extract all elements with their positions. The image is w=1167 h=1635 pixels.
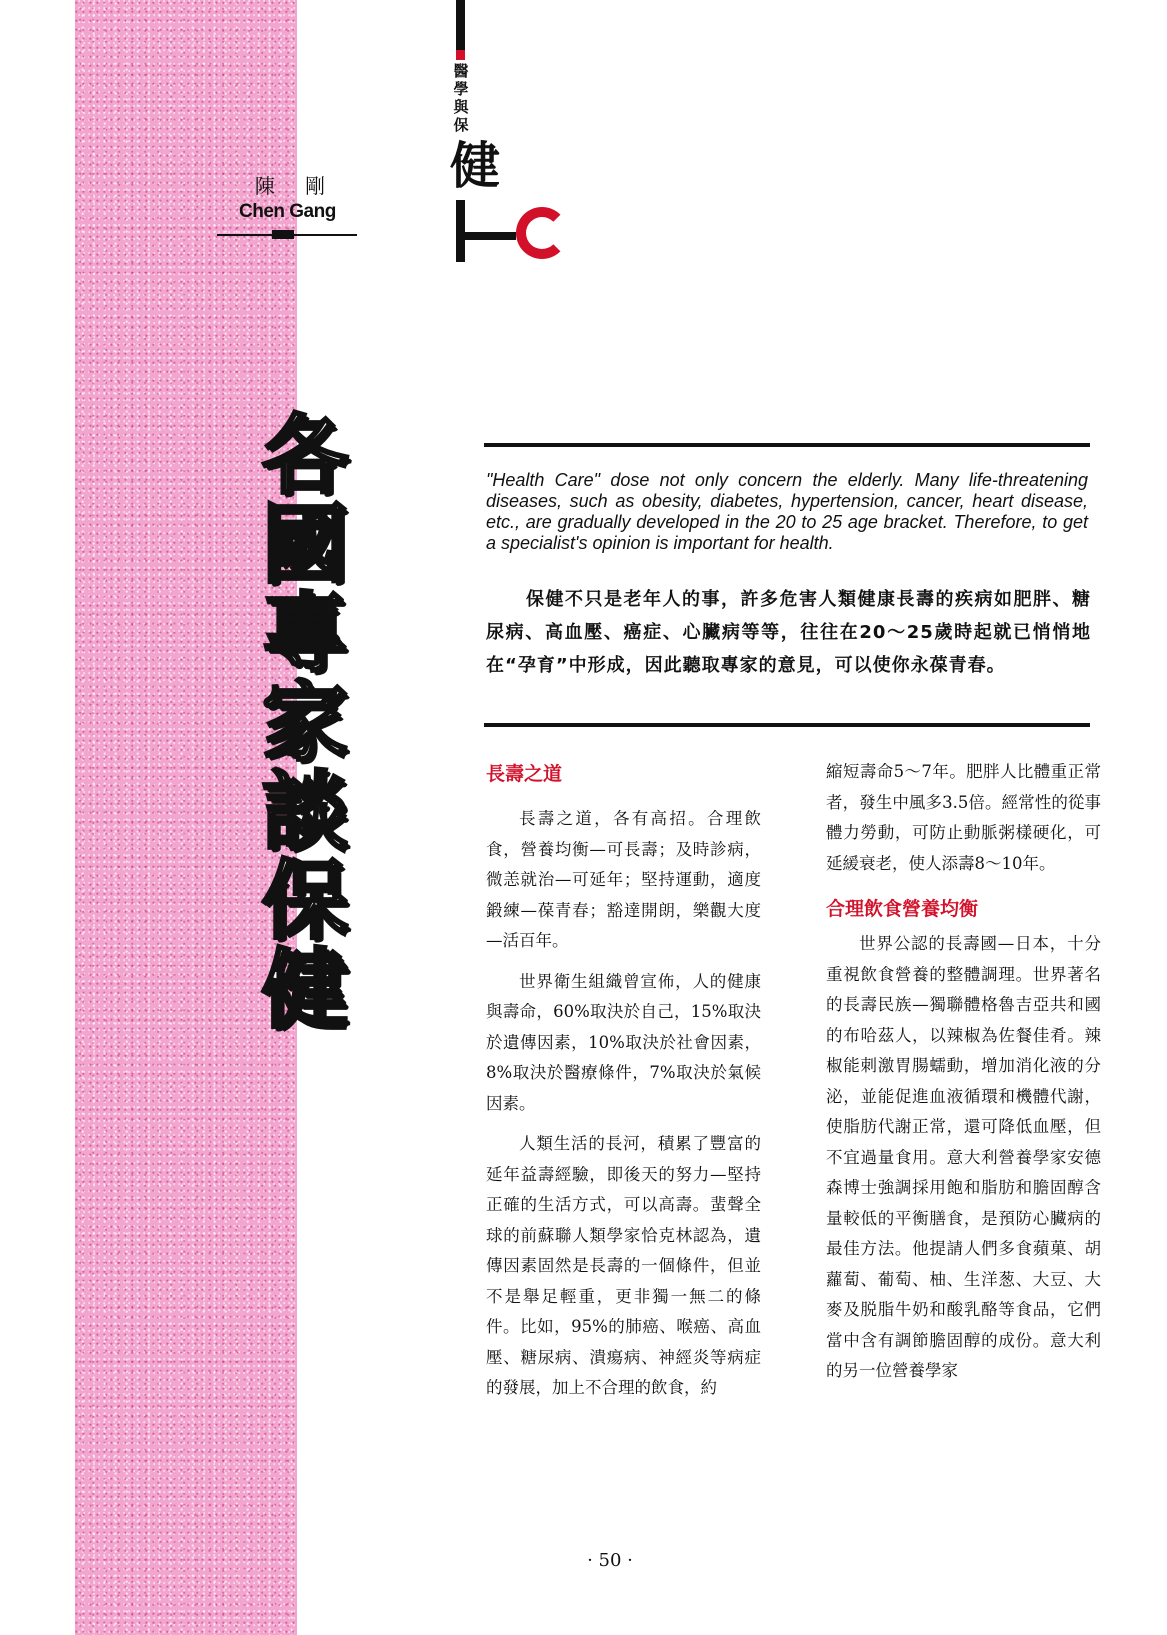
author-underline-mark [272,230,294,239]
section-label: 醫學與保 [453,62,469,134]
author-block [217,170,357,223]
author-name-cn: 陳 剛 [254,174,338,198]
page-number: · 50 · [587,1550,633,1571]
abstract-rule-top [484,443,1090,447]
logo-c-mark [516,207,568,259]
paragraph-continuation: 縮短壽命5～7年。肥胖人比體重正常者，發生中風多3.5倍。經常性的從事體力勞動，可防止動脈粥樣硬化，可延緩衰老，使人添壽8～10年。 [826,762,1101,873]
paragraph: 長壽之道，各有高招。合理飲食，營養均衡—可長壽；及時診病，微恙就治—可延年；堅持運動，適度鍛練—葆青春；豁達開朗，樂觀大度—活百年。 [486,809,761,950]
logo-bar-bottom [456,200,465,262]
abstract-chinese: 保健不只是老年人的事，許多危害人類健康長壽的疾病如肥胖、糖尿病、高血壓、癌症、心臟病等等，往往在20～25歲時起就已悄悄地在“孕育”中形成，因此聽取專家的意見，可以使你永葆青春。 [486,589,1091,676]
paragraph: 世界衛生組織曾宣佈，人的健康與壽命，60%取決於自己，15%取決於遺傳因素，10%取決於社會因素，8%取決於醫療條件，7%取決於氣候因素。 [486,971,761,1113]
section-heading-diet: 合理飲食營養均衡 [826,898,979,920]
right-column [826,757,1101,1397]
abstract-english: "Health Care" dose not only concern the elderly. Many life-threatening diseases, such as obesity, diabetes, hypertension, cancer, heart disease, etc., are gradually developed in the 20 to 25 age bracket. Therefore, to get a specialist's opinion is important for health. [486,470,1088,553]
paragraph: 人類生活的長河，積累了豐富的延年益壽經驗，即後天的努力—堅持正確的生活方式，可以高壽。蜚聲全球的前蘇聯人類學家恰克林認為，遺傳因素固然是長壽的一個條件，但並不是舉足輕重，更非獨一無二的條件。比如，95%的肺癌、喉癌、高血壓、糖尿病、潰瘍病、神經炎等病症的發展，加上不合理的飲食，約 [486,1134,761,1397]
logo-hbar [456,232,516,240]
section-heading-longevity: 長壽之道 [486,763,563,785]
left-column [486,760,761,1414]
article-title: 各國專家談保健 [262,406,348,1040]
abstract-rule-bottom [484,723,1090,727]
logo-red-block [456,50,465,60]
section-char: 健 [450,137,500,195]
paragraph: 世界公認的長壽國—日本，十分重視飲食營養的整體調理。世界著名的長壽民族—獨聯體格魯吉亞共和國的布哈茲人，以辣椒為佐餐佳肴。辣椒能刺激胃腸蠕動，增加消化液的分泌，並能促進血液循環和機體代謝，使脂肪代謝正常，還可降低血壓，但不宜過量食用。意大利營養學家安德森博士強調採用飽和脂肪和膽固醇含量較低的平衡膳食，是預防心臟病的最佳方法。他提請人們多食蘋菓、胡蘿蔔、葡萄、柚、生洋葱、大豆、大麥及脱脂牛奶和酸乳酪等食品，它們當中含有調節膽固醇的成份。意大利的另一位營養學家 [826,934,1101,1380]
section-logo [452,0,592,270]
author-name-en: Chen Gang [239,201,336,222]
logo-bar-top [456,0,465,50]
